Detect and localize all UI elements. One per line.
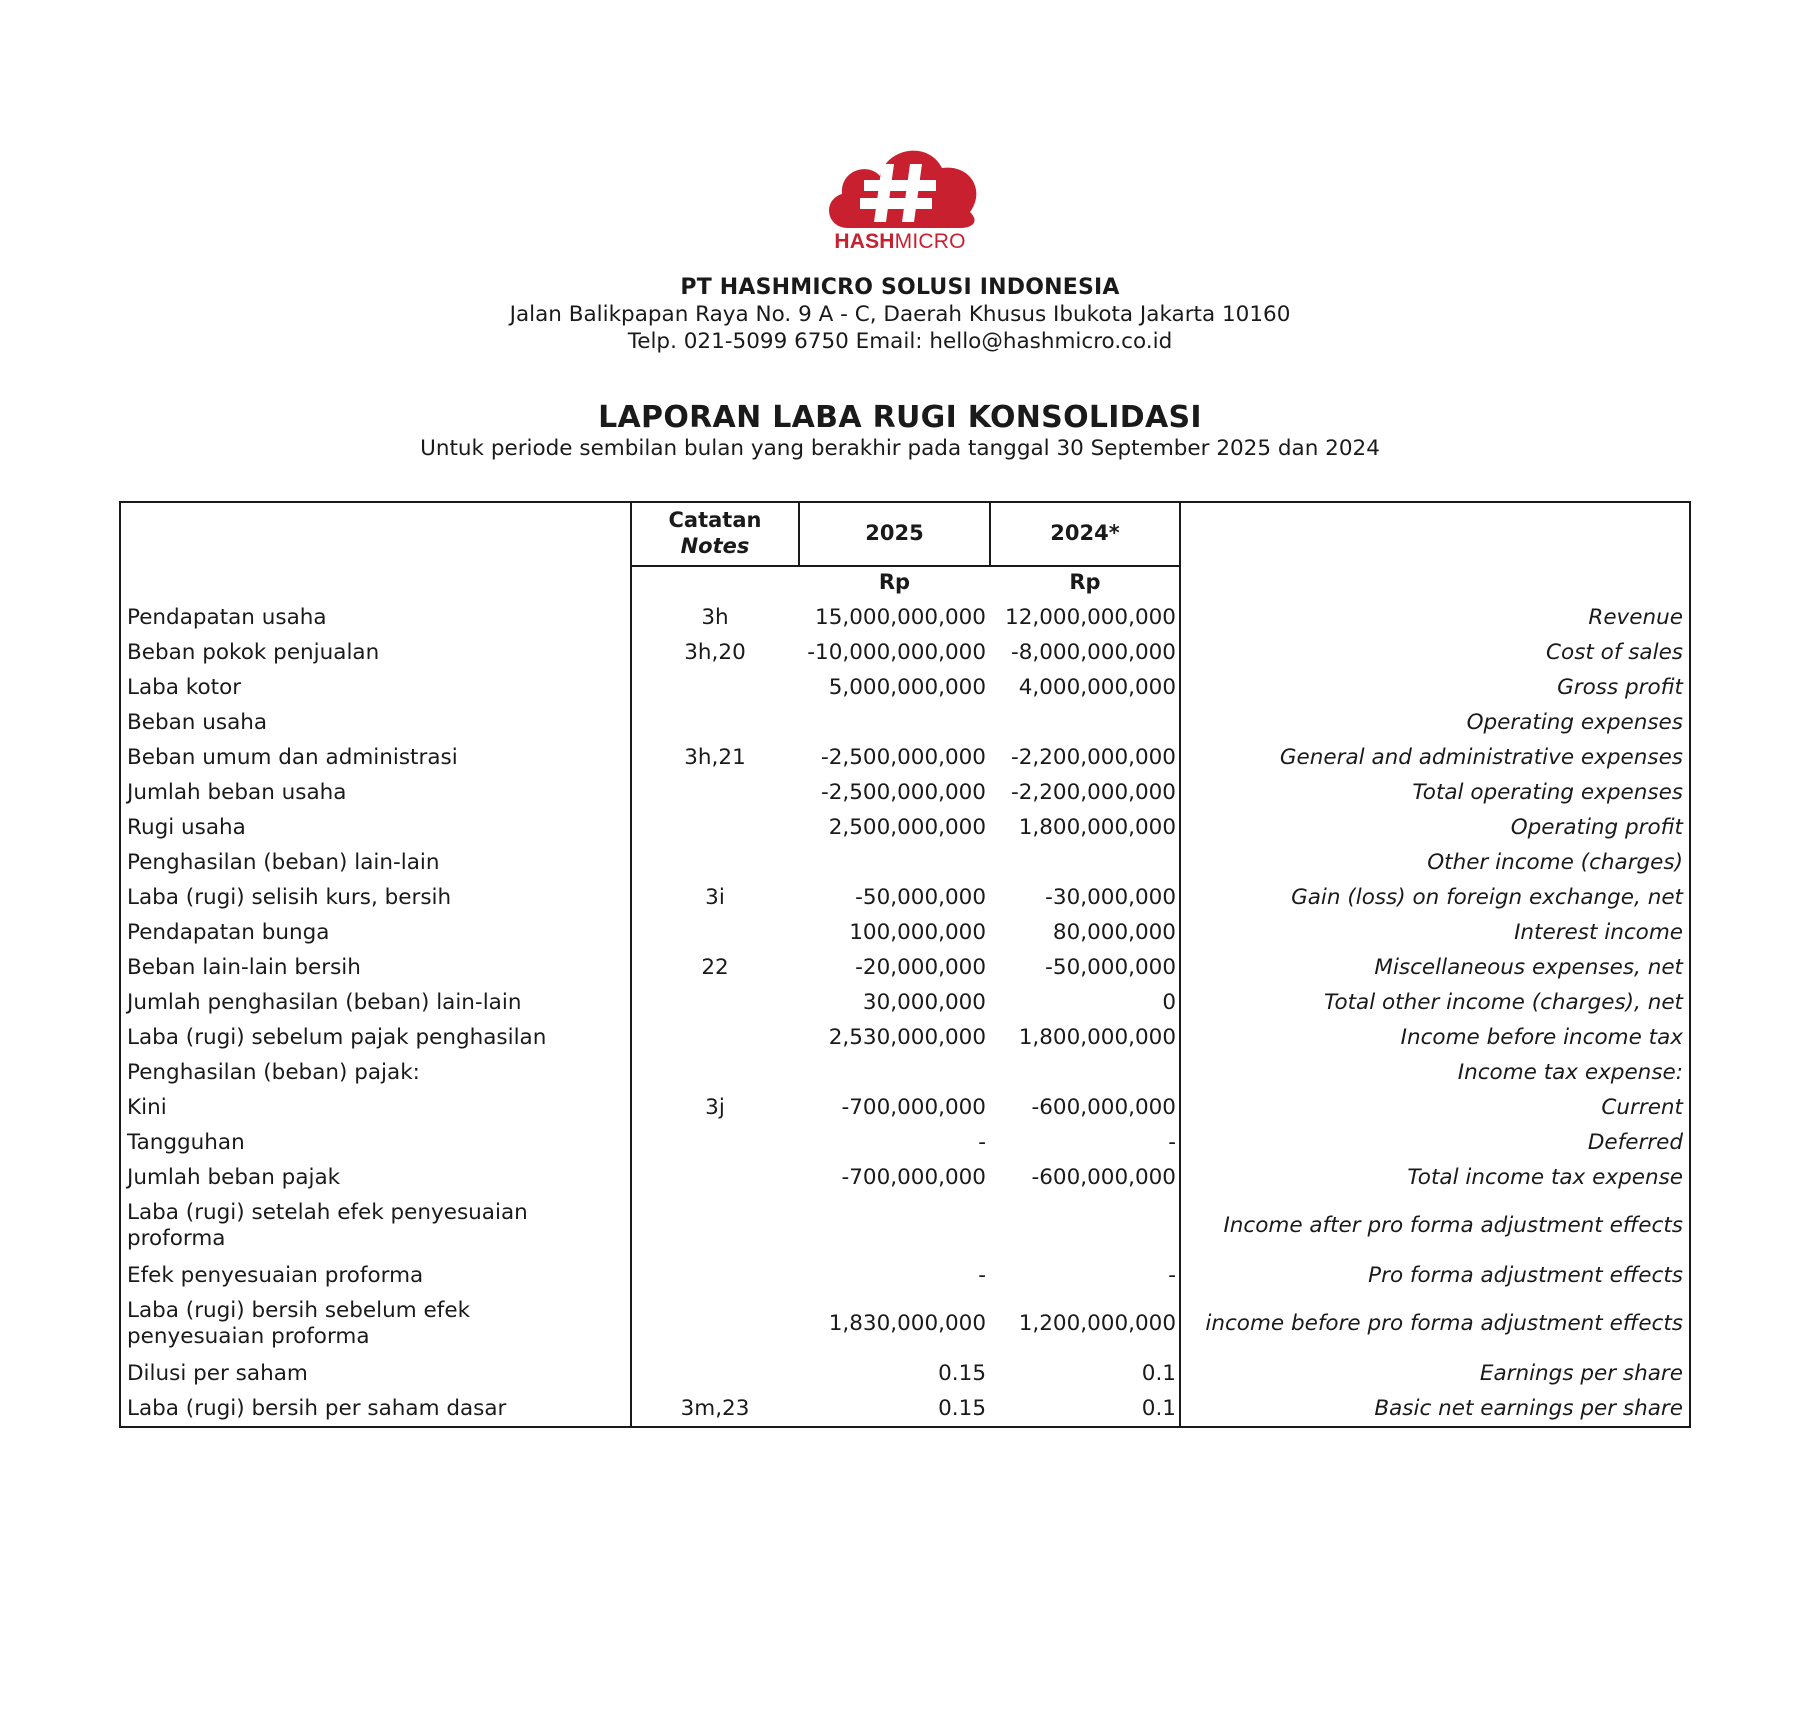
row-value-2025: - [978, 1263, 986, 1288]
row-label-en: General and administrative expenses [1279, 745, 1683, 770]
row-label: Efek penyesuaian proforma [127, 1263, 424, 1288]
row-value-2024: 80,000,000 [1052, 920, 1176, 945]
row-label-en: Gain (loss) on foreign exchange, net [1291, 885, 1683, 910]
row-value-2025: 1,830,000,000 [828, 1311, 986, 1336]
currency-2024: Rp [1069, 570, 1101, 594]
row-value-2024: 0.1 [1141, 1396, 1176, 1421]
row-value-2025: -700,000,000 [841, 1165, 986, 1190]
company-address: Jalan Balikpapan Raya No. 9 A - C, Daerah Khusus Ibukota Jakarta 10160 [509, 302, 1291, 327]
row-label-en: Current [1601, 1095, 1683, 1120]
row-label-en: Miscellaneous expenses, net [1374, 955, 1683, 980]
header-year-2025: 2025 [865, 521, 924, 545]
row-value-2025: -700,000,000 [841, 1095, 986, 1120]
row-value-2025: 100,000,000 [849, 920, 986, 945]
row-label: Jumlah beban usaha [127, 780, 347, 805]
row-label: Penghasilan (beban) pajak: [127, 1060, 420, 1085]
row-value-2025: 2,500,000,000 [828, 815, 986, 840]
row-label-en: Income tax expense: [1457, 1060, 1683, 1085]
row-note: 3h,20 [684, 640, 746, 665]
row-label-en: Operating profit [1510, 815, 1683, 840]
row-label-en: Gross profit [1557, 675, 1683, 700]
row-value-2025: -50,000,000 [855, 885, 986, 910]
row-label-en: Total other income (charges), net [1323, 990, 1683, 1015]
row-label-en: Income before income tax [1400, 1025, 1683, 1050]
row-label: Rugi usaha [127, 815, 246, 840]
header-underline [630, 565, 1179, 567]
row-label-en: Interest income [1514, 920, 1683, 945]
row-value-2024: -50,000,000 [1045, 955, 1176, 980]
row-value-2024: 0 [1162, 990, 1176, 1015]
row-value-2024: -2,200,000,000 [1010, 780, 1176, 805]
row-label: Jumlah penghasilan (beban) lain-lain [127, 990, 522, 1015]
row-label-en: Deferred [1587, 1130, 1683, 1155]
row-label: Tangguhan [127, 1130, 245, 1155]
row-value-2024: 1,800,000,000 [1018, 1025, 1176, 1050]
row-label: Laba (rugi) bersih per saham dasar [127, 1396, 507, 1421]
row-label: Kini [127, 1095, 167, 1120]
row-note: 22 [701, 955, 729, 980]
header-notes: Catatan Notes [668, 508, 762, 558]
row-note: 3j [705, 1095, 725, 1120]
company-logo [810, 134, 990, 264]
row-label: Pendapatan usaha [127, 605, 327, 630]
row-note: 3h [701, 605, 729, 630]
row-value-2024: -600,000,000 [1031, 1165, 1176, 1190]
row-value-2024: -30,000,000 [1045, 885, 1176, 910]
row-value-2024: -600,000,000 [1031, 1095, 1176, 1120]
row-label-en: Pro forma adjustment effects [1368, 1263, 1683, 1288]
row-label: Laba kotor [127, 675, 242, 700]
row-label-en: Cost of sales [1546, 640, 1683, 665]
row-value-2024: -8,000,000,000 [1010, 640, 1176, 665]
row-value-2024: -2,200,000,000 [1010, 745, 1176, 770]
row-label-en: income before pro forma adjustment effects [1205, 1311, 1683, 1336]
row-value-2025: -2,500,000,000 [820, 780, 986, 805]
row-value-2025: - [978, 1130, 986, 1155]
row-label: Pendapatan bunga [127, 920, 330, 945]
row-value-2025: 0.15 [938, 1361, 986, 1386]
row-label-en: Income after pro forma adjustment effects [1223, 1213, 1683, 1238]
row-value-2025: -20,000,000 [855, 955, 986, 980]
logo-wordmark: HASHMICRO [834, 230, 966, 253]
company-contact: Telp. 021-5099 6750 Email: hello@hashmicro.co.id [627, 329, 1173, 354]
row-label-en: Total operating expenses [1412, 780, 1683, 805]
row-label: Laba (rugi) setelah efek penyesuaian proforma [127, 1200, 528, 1251]
header-year-2024: 2024* [1050, 521, 1120, 545]
row-label: Beban pokok penjualan [127, 640, 380, 665]
row-label-en: Operating expenses [1466, 710, 1683, 735]
row-label: Dilusi per saham [127, 1361, 308, 1386]
row-value-2024: 1,200,000,000 [1018, 1311, 1176, 1336]
row-value-2024: 0.1 [1141, 1361, 1176, 1386]
row-label: Beban usaha [127, 710, 268, 735]
row-label-en: Revenue [1588, 605, 1683, 630]
row-label: Penghasilan (beban) lain-lain [127, 850, 440, 875]
cloud-hash-icon [810, 134, 990, 230]
row-value-2024: 4,000,000,000 [1018, 675, 1176, 700]
row-label-en: Earnings per share [1479, 1361, 1683, 1386]
row-value-2025: -2,500,000,000 [820, 745, 986, 770]
row-value-2024: 12,000,000,000 [1005, 605, 1176, 630]
row-label-en: Other income (charges) [1427, 850, 1683, 875]
row-label-en: Basic net earnings per share [1374, 1396, 1683, 1421]
row-label: Beban umum dan administrasi [127, 745, 458, 770]
row-value-2025: -10,000,000,000 [807, 640, 986, 665]
row-value-2024: - [1168, 1130, 1176, 1155]
row-value-2025: 2,530,000,000 [828, 1025, 986, 1050]
row-label-en: Total income tax expense [1407, 1165, 1683, 1190]
row-value-2025: 0.15 [938, 1396, 986, 1421]
row-label: Laba (rugi) bersih sebelum efek penyesuaian proforma [127, 1298, 471, 1349]
row-label: Laba (rugi) selisih kurs, bersih [127, 885, 452, 910]
report-title: LAPORAN LABA RUGI KONSOLIDASI [598, 400, 1202, 435]
currency-2025: Rp [878, 570, 911, 594]
row-label: Jumlah beban pajak [127, 1165, 341, 1190]
row-value-2024: - [1168, 1263, 1176, 1288]
report-period: Untuk periode sembilan bulan yang berakhir pada tanggal 30 September 2025 dan 2024 [420, 436, 1380, 461]
company-name: PT HASHMICRO SOLUSI INDONESIA [680, 275, 1120, 300]
income-statement-table [119, 501, 1691, 1428]
row-value-2025: 15,000,000,000 [815, 605, 986, 630]
row-label: Laba (rugi) sebelum pajak penghasilan [127, 1025, 547, 1050]
row-label: Beban lain-lain bersih [127, 955, 361, 980]
row-value-2024: 1,800,000,000 [1018, 815, 1176, 840]
row-note: 3m,23 [680, 1396, 750, 1421]
row-value-2025: 5,000,000,000 [828, 675, 986, 700]
row-note: 3h,21 [684, 745, 746, 770]
row-note: 3i [705, 885, 725, 910]
row-value-2025: 30,000,000 [862, 990, 986, 1015]
